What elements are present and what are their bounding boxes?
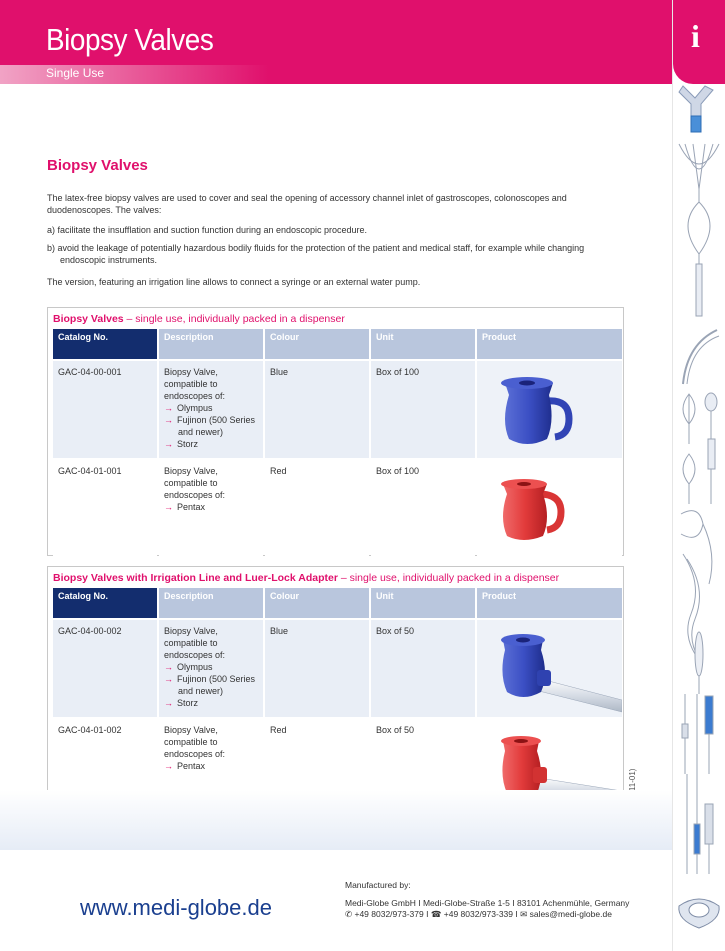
product-table-2 [47,566,624,815]
description-cell: Biopsy Valve, compatible to endoscopes of: → Pentax [159,458,263,557]
arrow-icon: → [164,698,173,708]
col-catalog: Catalog No. [53,588,157,618]
intro-item-a: a) facilitate the insufflation and suction function during an endoscopic procedure. [47,225,368,235]
forceps-icon [681,393,717,694]
page-header [0,0,672,84]
table-header-row [53,329,622,359]
col-description: Description [159,329,263,359]
colour-cell: Blue [265,618,369,717]
brush-icon [682,694,713,874]
col-unit: Unit [371,329,475,359]
manufactured-by-label: Manufactured by: [345,880,411,890]
catalog-number: GAC-04-01-001 [53,458,157,557]
website-link[interactable]: www.medi-globe.de [80,895,272,920]
red-biopsy-valve-image [477,460,622,554]
colour-cell: Red [265,717,369,816]
unit-cell: Box of 100 [371,359,475,458]
instrument-icons [673,84,725,951]
product-image-cell [477,359,622,458]
description-cell: Biopsy Valve, compatible to endoscopes of: → Olympus → Fujinon (500 Series and newer) → Storz [159,359,263,458]
col-colour: Colour [265,329,369,359]
product-table-1 [47,307,624,556]
unit-cell: Box of 50 [371,618,475,717]
description-cell: Biopsy Valve, compatible to endoscopes of: → Pentax [159,717,263,816]
page-title: Biopsy Valves [46,22,214,57]
col-description: Description [159,588,263,618]
biopsy-valve-icon [679,86,713,132]
blue-irrigation-valve-image [477,620,622,714]
mouthpiece-icon [679,899,719,928]
table-header-row [53,588,622,618]
intro-paragraph-2: The version, featuring an irrigation line allows to connect a syringe or an external water pump. [47,277,421,287]
arrow-icon: → [164,502,173,512]
section-title: Biopsy Valves [47,157,148,174]
basket-icon [679,144,719,202]
col-catalog: Catalog No. [53,329,157,359]
table-row [53,618,622,717]
arrow-icon: → [164,415,173,425]
col-colour: Colour [265,588,369,618]
colour-cell: Blue [265,359,369,458]
col-product: Product [477,588,622,618]
col-product: Product [477,329,622,359]
unit-cell: Box of 50 [371,717,475,816]
table-row [53,359,622,458]
arrow-icon: → [164,662,173,672]
table-2-title: Biopsy Valves with Irrigation Line and Luer-Lock Adapter – single use, individually packed in a dispenser [53,572,560,584]
arrow-icon: → [164,761,173,771]
info-icon: i [691,18,700,54]
manufacturer-contact: ✆ +49 8032/973-379 I ☎ +49 8032/973-339 I ✉ sales@medi-globe.de [345,909,612,919]
intro-item-b: b) avoid the leakage of potentially hazardous bodily fluids for the protection of the patient and medical staff, for example while changing endoscopic instruments. [47,243,585,265]
product-image-cell [477,458,622,557]
snare-icon [688,202,710,316]
catheter-icon [683,330,719,384]
catalog-number: GAC-04-00-002 [53,618,157,717]
intro-paragraph: The latex-free biopsy valves are used to cover and seal the opening of accessory channel inlet of gastroscopes, colonoscopes and duodenoscopes. The valves: [47,193,567,215]
table-row [53,458,622,557]
catalog-number: GAC-04-01-002 [53,717,157,816]
info-tab[interactable] [673,0,725,84]
arrow-icon: → [164,439,173,449]
page-subtitle: Single Use [46,66,105,80]
colour-cell: Red [265,458,369,557]
category-sidebar [672,0,725,951]
table-1-title: Biopsy Valves – single use, individually packed in a dispenser [53,313,345,325]
footer-gradient [0,790,672,850]
col-unit: Unit [371,588,475,618]
catalog-number: GAC-04-00-001 [53,359,157,458]
unit-cell: Box of 100 [371,458,475,557]
description-cell: Biopsy Valve, compatible to endoscopes of: → Olympus → Fujinon (500 Series and newer) → Storz [159,618,263,717]
product-image-cell [477,618,622,717]
blue-biopsy-valve-image [477,361,622,455]
arrow-icon: → [164,674,173,684]
arrow-icon: → [164,403,173,413]
manufacturer-address: Medi-Globe GmbH I Medi-Globe-Straße 1-5 I 83101 Achenmühle, Germany [345,898,630,908]
